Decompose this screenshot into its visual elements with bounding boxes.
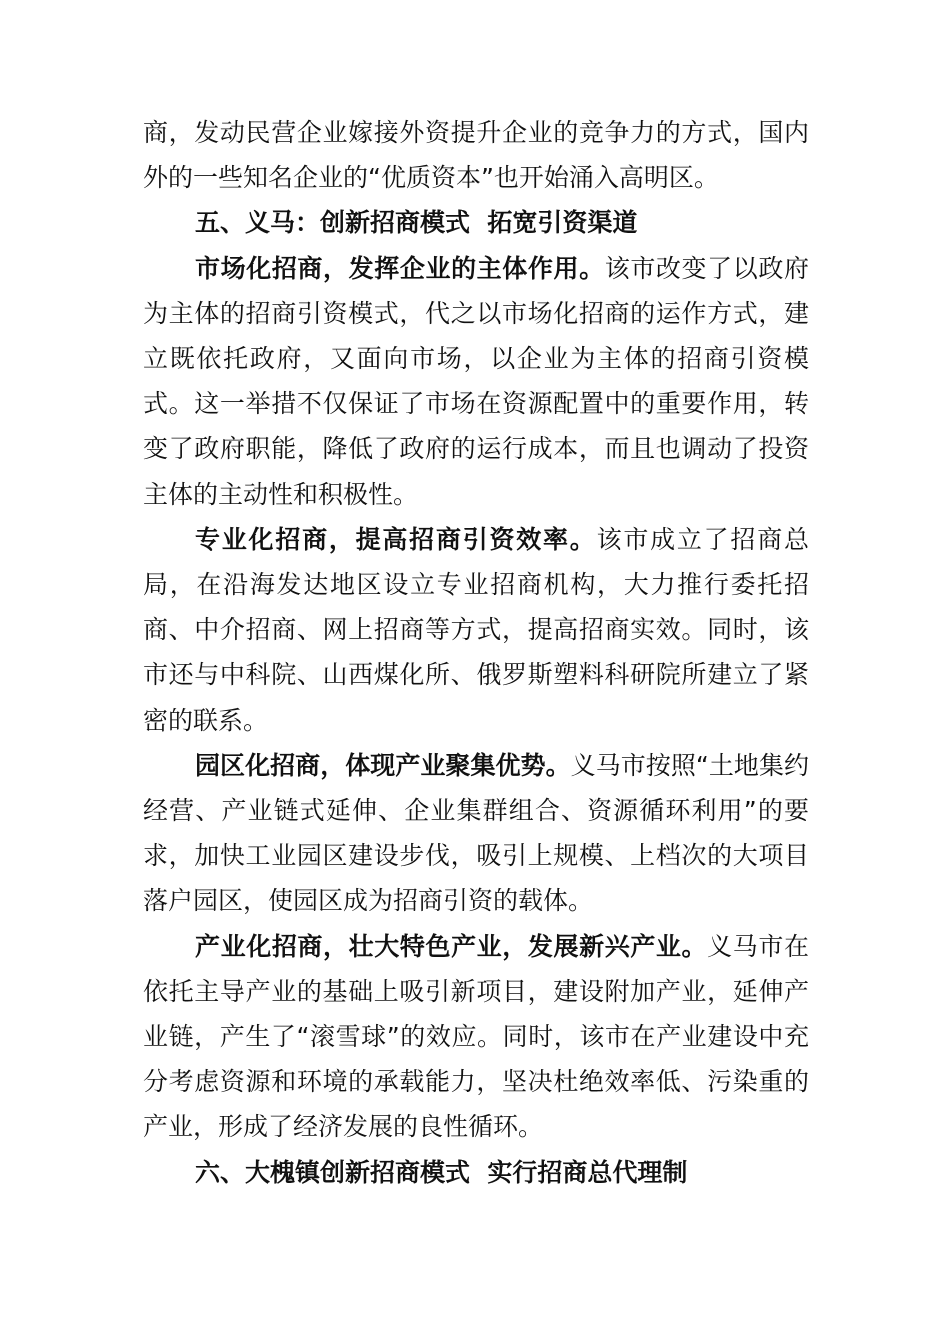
paragraph-lead: 园区化招商，体现产业聚集优势。 — [195, 750, 571, 780]
paragraph-market-investment — [143, 246, 809, 517]
paragraph-text: 商，发动民营企业嫁接外资提升企业的竞争力的方式，国内外的一些知名企业的“优质资本”也开始涌入高明区。 — [143, 118, 809, 193]
section-heading-6 — [143, 1150, 809, 1195]
paragraph-text: 义马市在依托主导产业的基础上吸引新项目，建设附加产业，延伸产业链，产生了“滚雪球”的效应。同时，该市在产业建设中充分考虑资源和环境的承载能力，坚决杜绝效率低、污染重的产业，形成了经济发展的良性循环。 — [143, 931, 809, 1142]
paragraph-continuation — [143, 110, 809, 200]
section-heading-5 — [143, 200, 809, 245]
paragraph-lead: 产业化招商，壮大特色产业，发展新兴产业。 — [195, 931, 708, 961]
paragraph-lead: 专业化招商，提高招商引资效率。 — [195, 524, 597, 554]
document-page — [143, 110, 809, 1195]
paragraph-professional-investment — [143, 517, 809, 743]
paragraph-text: 该市成立了招商总局，在沿海发达地区设立专业招商机构，大力推行委托招商、中介招商、网上招商等方式，提高招商实效。同时，该市还与中科院、山西煤化所、俄罗斯塑料科研院所建立了紧密的联系。 — [143, 524, 809, 735]
paragraph-text: 义马市按照“土地集约经营、产业链式延伸、企业集群组合、资源循环利用”的要求，加快工业园区建设步伐，吸引上规模、上档次的大项目落户园区，使园区成为招商引资的载体。 — [143, 750, 809, 916]
paragraph-industrial-investment — [143, 924, 809, 1150]
paragraph-park-investment — [143, 743, 809, 924]
section-heading-text: 五、义马：创新招商模式 拓宽引资渠道 — [195, 208, 638, 238]
section-heading-text: 六、大槐镇创新招商模式 实行招商总代理制 — [195, 1157, 688, 1187]
paragraph-text: 该市改变了以政府为主体的招商引资模式，代之以市场化招商的运作方式，建立既依托政府，又面向市场，以企业为主体的招商引资模式。这一举措不仅保证了市场在资源配置中的重要作用，转变了政府职能，降低了政府的运行成本，而且也调动了投资主体的主动性和积极性。 — [143, 253, 809, 509]
paragraph-lead: 市场化招商，发挥企业的主体作用。 — [195, 253, 605, 283]
